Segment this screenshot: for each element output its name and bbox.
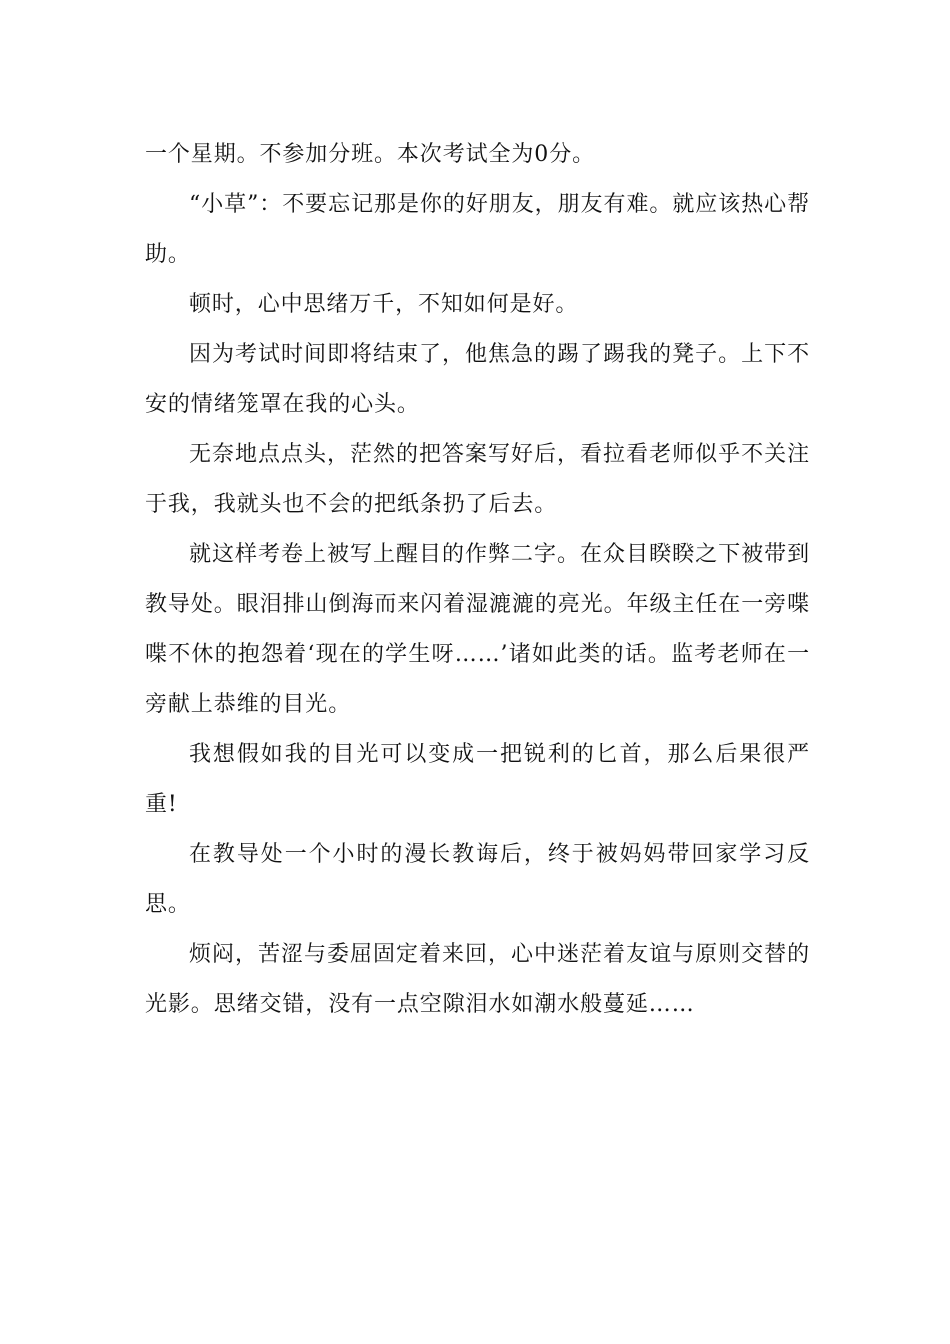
- paragraph-9: 烦闷，苦涩与委屈固定着来回，心中迷茫着友谊与原则交替的光影。思绪交错，没有一点空隙泪水如潮水般蔓延……: [145, 942, 810, 1017]
- paragraph-7: 我想假如我的目光可以变成一把锐利的匕首，那么后果很严重!: [145, 742, 810, 817]
- paragraph-6: 就这样考卷上被写上醒目的作弊二字。在众目睽睽之下被带到教导处。眼泪排山倒海而来闪着湿漉漉的亮光。年级主任在一旁喋喋不休的抱怨着‘现在的学生呀……’诸如此类的话。监考老师在一旁献上恭维的目光。: [145, 542, 810, 717]
- paragraph-1: 一个星期。不参加分班。本次考试全为0分。: [145, 142, 595, 167]
- paragraph-3: 顿时，心中思绪万千，不知如何是好。: [189, 292, 579, 317]
- paragraph-5: 无奈地点点头，茫然的把答案写好后，看拉看老师似乎不关注于我，我就头也不会的把纸条扔了后去。: [145, 442, 810, 517]
- paragraph-4: 因为考试时间即将结束了，他焦急的踢了踢我的凳子。上下不安的情绪笼罩在我的心头。: [145, 342, 810, 417]
- paragraph-8: 在教导处一个小时的漫长教诲后，终于被妈妈带回家学习反思。: [145, 842, 810, 917]
- body-text: [145, 130, 810, 1030]
- paragraph-2: “小草”：不要忘记那是你的好朋友，朋友有难。就应该热心帮助。: [145, 192, 810, 267]
